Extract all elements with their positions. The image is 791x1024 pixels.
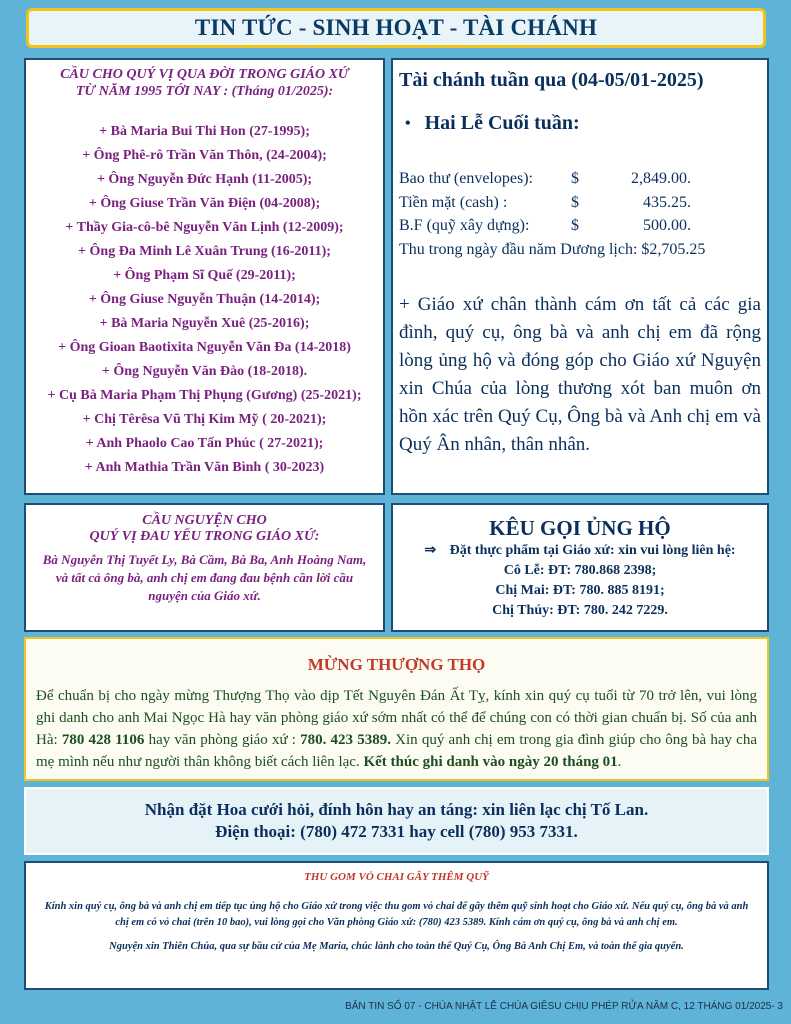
flowers-box [24,787,769,855]
sick-title [36,513,373,545]
deceased-list-item: + Bà Maria Nguyễn Xuê (25-2016); [99,316,310,331]
deceased-list-item: + Ông Giuse Trần Văn Điện (04-2008); [88,196,321,211]
deceased-title [32,66,377,100]
finance-lines [399,167,761,261]
longevity-text: hay văn phòng giáo xứ : [144,732,301,748]
longevity-deadline: Kết thúc ghi danh vào ngày 20 tháng 01 [363,754,618,770]
flowers-line1: Nhận đặt Hoa cưới hỏi, đính hôn hay an táng: xin liên lạc chị Tố Lan. [144,800,649,819]
sick-title-line1: CẦU NGUYỆN CHO [142,513,267,528]
finance-row [399,167,761,191]
bullet-icon: • [405,114,411,132]
deceased-list-item: + Anh Mathia Trần Văn Bình ( 30-2023) [84,460,325,475]
support-contact: Cô Lễ: ĐT: 780.868 2398; [503,563,657,578]
support-contact: Chị Mai: ĐT: 780. 885 8191; [495,583,665,598]
deceased-list [32,120,377,480]
sick-title-line2: QUÝ VỊ ĐAU YẾU TRONG GIÁO XỨ: [89,529,320,544]
finance-bullet [399,112,761,135]
longevity-text-end: . [617,754,622,770]
deceased-list-item: + Bà Maria Bui Thi Hon (27-1995); [99,124,310,139]
sick-prayer-box [24,503,385,632]
support-intro-text: Đặt thực phẩm tại Giáo xứ: xin vui lòng liên hệ: [449,543,736,558]
longevity-body [36,685,757,773]
longevity-phone-ha: 780 428 1106 [61,732,145,748]
finance-row-currency: $ [571,193,579,211]
bottles-title: THU GOM VỎ CHAI GÂY THÊM QUỸ [304,871,489,883]
deceased-prayer-box [24,58,385,495]
bottles-paragraph1: Kính xin quý cụ, ông bà và anh chị em tiếp tục ủng hộ cho Giáo xứ trong việc thu gom vỏ chai để gây thêm quỹ sinh hoạt cho Giáo xứ. Nếu quý cụ, ông bà và anh chị em có vỏ chai (trên 10 bao), vui lòng gọi cho Văn phòng Giáo xứ: (780) 423 5389. Kính cám ơn quý cụ, ông bà và anh chị em. [44,901,749,928]
finance-thanks: + Giáo xứ chân thành cám ơn tất cả các gia đình, quý cụ, ông bà và anh chị em đã rộng lòng ủng hộ và đóng góp cho Giáo xứ Nguyện xin Chúa của lòng thương xót ban muôn ơn hồn xác trên Quý Cụ, Ông bà và Anh chị em và Quý Ân nhân, thân nhân. [399,294,761,455]
flowers-line2: Điện thoại: (780) 472 7331 hay cell (780) 953 7331. [215,822,578,841]
finance-row [399,191,761,215]
page-title: TIN TỨC - SINH HOẠT - TÀI CHÁNH [194,15,598,40]
support-contact: Chị Thúy: ĐT: 780. 242 7229. [492,603,668,618]
finance-row-currency: $ [571,170,579,187]
finance-title: Tài chánh tuần qua (04-05/01-2025) [399,69,704,91]
deceased-list-item: + Ông Phạm Sĩ Quế (29-2011); [113,268,296,283]
finance-row-label: Bao thư (envelopes): [399,170,533,187]
deceased-list-item: + Ông Phê-rô Trần Văn Thôn, (24-2004); [82,148,327,163]
longevity-title: MỪNG THƯỢNG THỌ [307,655,486,674]
page-footer: BẢN TIN SỐ 07 - CHÚA NHẬT LỄ CHÚA GIÊSU CHỊU PHÉP RỬA NĂM C, 12 THÁNG 01/2025- 3 [345,1001,783,1012]
longevity-phone-office: 780. 423 5389. [300,732,391,748]
bottles-box [24,861,769,990]
support-title: KÊU GỌI ỦNG HỘ [489,516,671,540]
deceased-list-item: + Ông Nguyễn Đức Hạnh (11-2005); [96,172,313,187]
deceased-list-item: + Ông Đa Minh Lê Xuân Trung (16-2011); [78,244,331,259]
deceased-list-item: + Chị Têrêsa Vũ Thị Kim Mỹ ( 20-2021); [82,412,327,427]
deceased-title-line1: CẦU CHO QUÝ VỊ QUA ĐỜI TRONG GIÁO XỨ [60,67,349,82]
support-box [391,503,769,632]
finance-row-amount: 500.00. [643,217,691,234]
support-intro [403,541,757,561]
finance-new-year-line: Thu trong ngày đầu năm Dương lịch: $2,705.25 [399,240,706,258]
deceased-list-item: + Thầy Gia-cô-bê Nguyễn Văn Lịnh (12-2009); [65,220,344,235]
deceased-list-item: + Ông Nguyễn Văn Đào (18-2018). [101,364,308,379]
page-header [26,8,766,48]
longevity-text: Xin quý anh chị em trong gia đình giúp cho ông bà hay cha mẹ mình nếu như người thân không biết cách liên lạc. [36,732,757,770]
finance-row-amount: 435.25. [643,193,691,211]
finance-row [399,214,761,238]
longevity-box [24,637,769,781]
sick-body: Bà Nguyễn Thị Tuyết Ly, Bà Cầm, Bà Ba, Anh Hoàng Nam, và tất cả ông bà, anh chị em đang đau bệnh cần lời cầu nguyện của Giáo xứ. [42,552,367,603]
finance-bullet-label: Hai Lễ Cuối tuần: [424,112,580,134]
finance-box [391,58,769,495]
deceased-title-line2: TỪ NĂM 1995 TỚI NAY : (Tháng 01/2025): [75,84,334,99]
deceased-list-item: + Ông Gioan Baotixita Nguyễn Văn Đa (14-2018) [58,340,351,355]
finance-row-label: Tiền mặt (cash) : [399,193,508,211]
arrow-right-icon: ⇒ [424,543,437,558]
longevity-text: Để chuẩn bị cho ngày mừng Thượng Thọ vào dịp Tết Nguyên Đán Ất Tỵ, kính xin quý cụ tuổi từ 70 trở lên, vui lòng ghi danh cho anh Mai Ngọc Hà hay văn phòng giáo xứ sớm nhất có thể để chúng con có thời gian chuẩn bị. Số của anh Hà: [36,688,757,748]
finance-row-amount: 2,849.00. [631,170,691,187]
deceased-list-item: + Ông Giuse Nguyễn Thuận (14-2014); [88,292,321,307]
finance-row-label: B.F (quỹ xây dựng): [399,217,530,234]
finance-row-currency: $ [571,217,579,234]
deceased-list-item: + Cụ Bà Maria Phạm Thị Phụng (Gương) (25-2021); [47,388,362,403]
bottles-paragraph2: Nguyện xin Thiên Chúa, qua sự bầu cử của Mẹ Maria, chúc lành cho toàn thể Quý Cụ, Ông Bà Anh Chị Em, và toàn thể gia quyến. [109,941,684,952]
deceased-list-item: + Anh Phaolo Cao Tấn Phúc ( 27-2021); [85,436,324,451]
